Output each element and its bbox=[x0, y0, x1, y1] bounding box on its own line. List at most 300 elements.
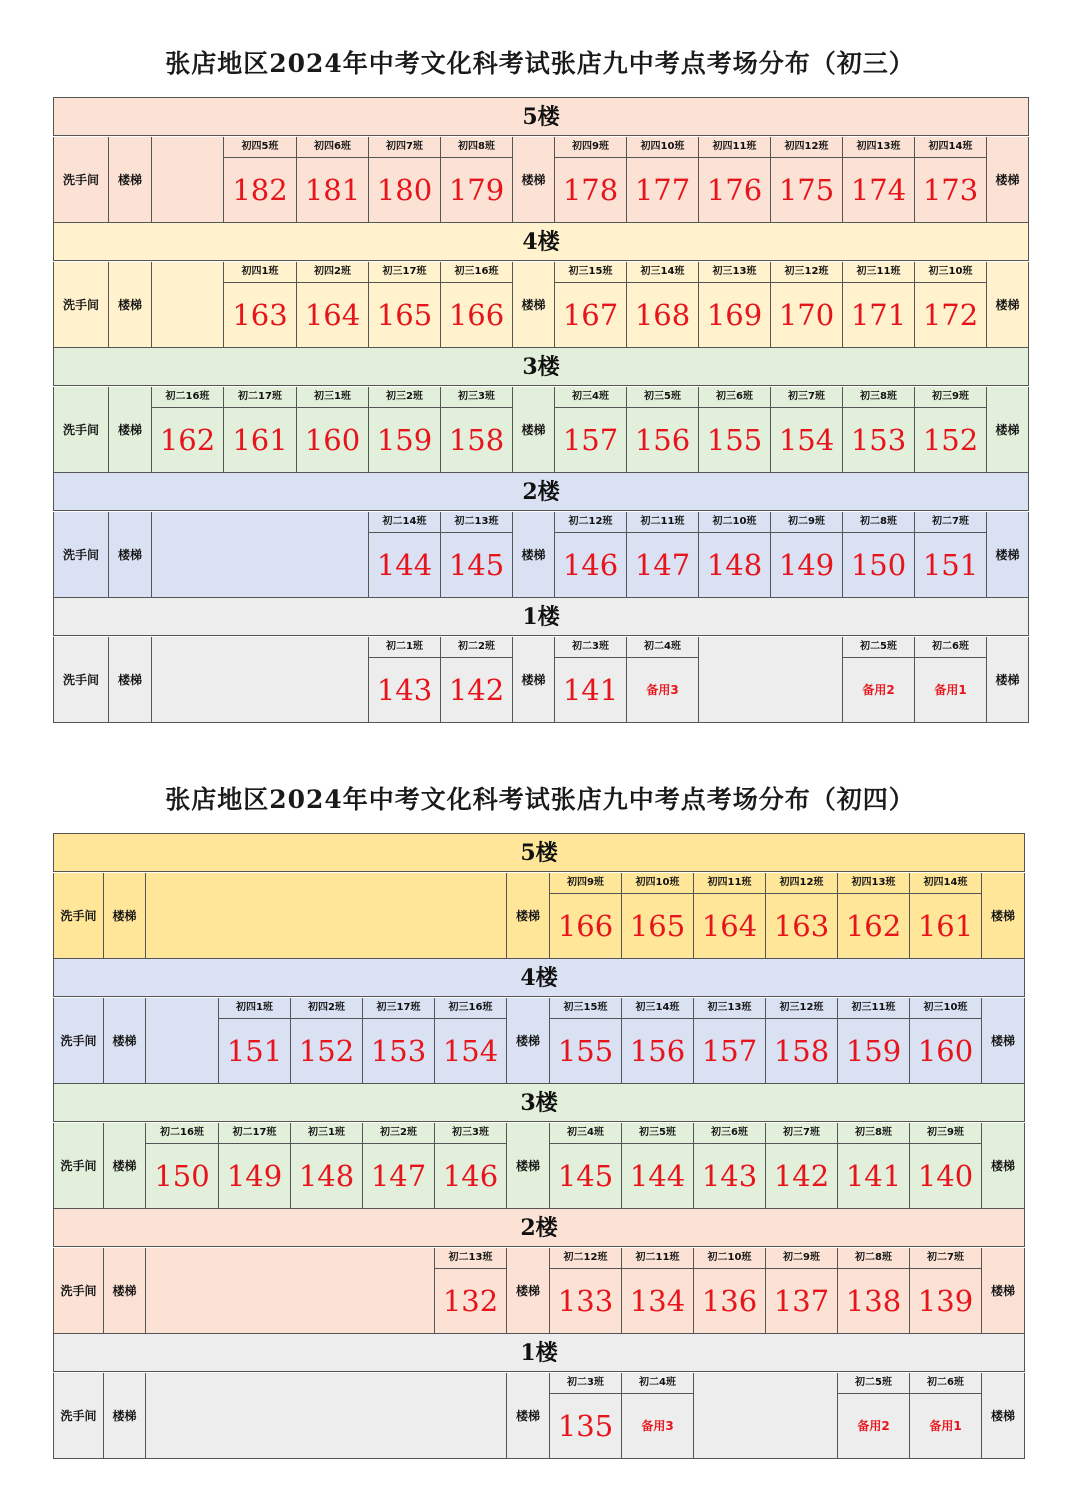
stairs-cell: 楼梯 bbox=[108, 262, 151, 348]
washroom-cell: 洗手间 bbox=[53, 262, 108, 348]
exam-room bbox=[362, 1123, 434, 1209]
room-number: 182 bbox=[232, 172, 288, 207]
floor-header: 4楼 bbox=[53, 959, 1025, 997]
exam-room bbox=[765, 1248, 837, 1334]
exam-room bbox=[909, 1373, 981, 1459]
floor-plan-sheet bbox=[53, 833, 1025, 1459]
stairs-cell: 楼梯 bbox=[981, 1248, 1025, 1334]
stairs-cell: 楼梯 bbox=[986, 512, 1029, 598]
room-number: 160 bbox=[304, 422, 361, 457]
class-label: 初二9班 bbox=[771, 512, 842, 533]
class-label: 初三11班 bbox=[843, 262, 914, 283]
class-label: 初四13班 bbox=[843, 137, 914, 158]
exam-room bbox=[434, 1123, 506, 1209]
room-number: 152 bbox=[922, 422, 979, 457]
room-number: 178 bbox=[562, 172, 619, 207]
room-number: 145 bbox=[557, 1158, 614, 1193]
exam-room bbox=[549, 873, 621, 959]
room-number: 160 bbox=[917, 1033, 974, 1068]
room-number: 147 bbox=[370, 1158, 427, 1193]
class-label: 初二3班 bbox=[555, 637, 626, 658]
class-label: 初二6班 bbox=[915, 637, 986, 658]
room-number: 151 bbox=[922, 547, 979, 582]
class-label: 初二3班 bbox=[550, 1373, 621, 1394]
room-number: 170 bbox=[778, 297, 835, 332]
room-number: 176 bbox=[706, 172, 763, 207]
room-number: 174 bbox=[850, 172, 907, 207]
exam-room bbox=[218, 1123, 290, 1209]
stairs-cell: 楼梯 bbox=[108, 637, 151, 723]
empty-area bbox=[151, 512, 368, 598]
exam-room bbox=[434, 998, 506, 1084]
exam-room bbox=[626, 512, 698, 598]
room-number: 备用3 bbox=[641, 1419, 674, 1433]
exam-room bbox=[693, 998, 765, 1084]
stairs-cell: 楼梯 bbox=[506, 873, 549, 959]
room-number: 155 bbox=[706, 422, 763, 457]
exam-room bbox=[698, 262, 770, 348]
room-number: 149 bbox=[778, 547, 835, 582]
class-label: 初二10班 bbox=[694, 1248, 765, 1269]
class-label: 初四8班 bbox=[441, 137, 512, 158]
room-number: 180 bbox=[376, 172, 433, 207]
floor-header: 1楼 bbox=[53, 1334, 1025, 1372]
exam-room bbox=[698, 512, 770, 598]
class-label: 初二7班 bbox=[910, 1248, 981, 1269]
exam-room bbox=[909, 873, 981, 959]
room-number: 141 bbox=[562, 672, 619, 707]
exam-room bbox=[765, 873, 837, 959]
exam-room bbox=[549, 998, 621, 1084]
room-number: 156 bbox=[629, 1033, 686, 1068]
floor-header: 3楼 bbox=[53, 1084, 1025, 1122]
empty-area bbox=[151, 262, 223, 348]
class-label: 初三9班 bbox=[915, 387, 986, 408]
exam-room bbox=[290, 998, 362, 1084]
class-label: 初三6班 bbox=[699, 387, 770, 408]
room-number: 137 bbox=[773, 1283, 830, 1318]
room-number: 172 bbox=[922, 297, 979, 332]
floor-header: 4楼 bbox=[53, 223, 1029, 261]
class-label: 初三3班 bbox=[441, 387, 512, 408]
room-number: 153 bbox=[370, 1033, 427, 1068]
stairs-cell: 楼梯 bbox=[512, 387, 554, 473]
exam-room bbox=[368, 387, 440, 473]
class-label: 初四12班 bbox=[766, 873, 837, 894]
class-label: 初三10班 bbox=[915, 262, 986, 283]
stairs-cell: 楼梯 bbox=[103, 1248, 145, 1334]
stairs-cell: 楼梯 bbox=[512, 137, 554, 223]
stairs-cell: 楼梯 bbox=[108, 387, 151, 473]
washroom-cell: 洗手间 bbox=[53, 637, 108, 723]
empty-area bbox=[698, 637, 842, 723]
room-number: 146 bbox=[442, 1158, 499, 1193]
empty-area bbox=[145, 1373, 506, 1459]
exam-room bbox=[440, 387, 512, 473]
exam-room bbox=[621, 873, 693, 959]
stairs-cell: 楼梯 bbox=[981, 1123, 1025, 1209]
class-label: 初三5班 bbox=[622, 1123, 693, 1144]
room-number: 152 bbox=[298, 1033, 355, 1068]
class-label: 初二6班 bbox=[910, 1373, 981, 1394]
class-label: 初四13班 bbox=[838, 873, 909, 894]
exam-room bbox=[698, 137, 770, 223]
room-number: 156 bbox=[634, 422, 691, 457]
room-number: 157 bbox=[562, 422, 619, 457]
room-number: 148 bbox=[298, 1158, 355, 1193]
class-label: 初四10班 bbox=[622, 873, 693, 894]
stairs-cell: 楼梯 bbox=[506, 1123, 549, 1209]
exam-room bbox=[223, 137, 296, 223]
class-label: 初二13班 bbox=[435, 1248, 506, 1269]
washroom-cell: 洗手间 bbox=[53, 137, 108, 223]
room-number: 135 bbox=[557, 1408, 614, 1443]
exam-room bbox=[296, 387, 368, 473]
class-label: 初二12班 bbox=[550, 1248, 621, 1269]
exam-room bbox=[440, 637, 512, 723]
exam-room bbox=[837, 1123, 909, 1209]
room-number: 177 bbox=[634, 172, 691, 207]
class-label: 初四1班 bbox=[219, 998, 290, 1019]
exam-room bbox=[549, 1123, 621, 1209]
class-label: 初三16班 bbox=[441, 262, 512, 283]
room-number: 145 bbox=[448, 547, 505, 582]
room-number: 134 bbox=[629, 1283, 686, 1318]
stairs-cell: 楼梯 bbox=[103, 873, 145, 959]
exam-room bbox=[434, 1248, 506, 1334]
exam-room bbox=[914, 637, 986, 723]
class-label: 初三5班 bbox=[627, 387, 698, 408]
room-number: 150 bbox=[154, 1158, 210, 1193]
stairs-cell: 楼梯 bbox=[981, 998, 1025, 1084]
exam-room bbox=[440, 262, 512, 348]
class-label: 初三4班 bbox=[550, 1123, 621, 1144]
class-label: 初四10班 bbox=[627, 137, 698, 158]
room-number: 149 bbox=[226, 1158, 283, 1193]
room-number: 136 bbox=[701, 1283, 758, 1318]
room-number: 166 bbox=[557, 908, 614, 943]
class-label: 初三2班 bbox=[369, 387, 440, 408]
floor-header: 1楼 bbox=[53, 598, 1029, 636]
exam-room bbox=[842, 387, 914, 473]
class-label: 初二12班 bbox=[555, 512, 626, 533]
exam-room bbox=[626, 262, 698, 348]
exam-room bbox=[368, 512, 440, 598]
room-number: 154 bbox=[442, 1033, 499, 1068]
room-number: 181 bbox=[304, 172, 361, 207]
exam-room bbox=[368, 637, 440, 723]
class-label: 初三14班 bbox=[627, 262, 698, 283]
exam-room bbox=[693, 1248, 765, 1334]
room-number: 备用2 bbox=[857, 1419, 890, 1433]
exam-room bbox=[362, 998, 434, 1084]
class-label: 初三2班 bbox=[363, 1123, 434, 1144]
exam-room bbox=[218, 998, 290, 1084]
exam-room bbox=[765, 998, 837, 1084]
room-number: 163 bbox=[232, 297, 288, 332]
room-number: 162 bbox=[845, 908, 902, 943]
exam-room bbox=[223, 262, 296, 348]
exam-room bbox=[698, 387, 770, 473]
exam-room bbox=[693, 873, 765, 959]
room-number: 备用1 bbox=[934, 683, 967, 697]
exam-room bbox=[909, 998, 981, 1084]
room-number: 150 bbox=[850, 547, 907, 582]
room-number: 165 bbox=[376, 297, 433, 332]
room-number: 159 bbox=[845, 1033, 902, 1068]
room-number: 179 bbox=[448, 172, 505, 207]
exam-room bbox=[842, 637, 914, 723]
floor-header: 5楼 bbox=[53, 834, 1025, 872]
class-label: 初三13班 bbox=[694, 998, 765, 1019]
room-number: 151 bbox=[226, 1033, 283, 1068]
stairs-cell: 楼梯 bbox=[108, 512, 151, 598]
class-label: 初二14班 bbox=[369, 512, 440, 533]
exam-room bbox=[770, 137, 842, 223]
empty-area bbox=[145, 873, 506, 959]
class-label: 初三8班 bbox=[838, 1123, 909, 1144]
class-label: 初四9班 bbox=[550, 873, 621, 894]
class-label: 初三13班 bbox=[699, 262, 770, 283]
class-label: 初二4班 bbox=[622, 1373, 693, 1394]
exam-room bbox=[145, 1123, 218, 1209]
class-label: 初三4班 bbox=[555, 387, 626, 408]
room-number: 141 bbox=[845, 1158, 902, 1193]
class-label: 初三12班 bbox=[766, 998, 837, 1019]
exam-room bbox=[842, 137, 914, 223]
class-label: 初四7班 bbox=[369, 137, 440, 158]
class-label: 初四12班 bbox=[771, 137, 842, 158]
stairs-cell: 楼梯 bbox=[986, 387, 1029, 473]
room-number: 139 bbox=[917, 1283, 974, 1318]
room-number: 144 bbox=[629, 1158, 686, 1193]
class-label: 初四9班 bbox=[555, 137, 626, 158]
room-number: 132 bbox=[442, 1283, 499, 1318]
class-label: 初四2班 bbox=[291, 998, 362, 1019]
class-label: 初四11班 bbox=[699, 137, 770, 158]
exam-room bbox=[554, 512, 626, 598]
room-number: 143 bbox=[376, 672, 433, 707]
exam-room bbox=[837, 998, 909, 1084]
floor-header: 3楼 bbox=[53, 348, 1029, 386]
class-label: 初二7班 bbox=[915, 512, 986, 533]
class-label: 初二9班 bbox=[766, 1248, 837, 1269]
exam-room bbox=[770, 512, 842, 598]
empty-area bbox=[145, 998, 218, 1084]
room-number: 166 bbox=[448, 297, 505, 332]
sheet-title: 张店地区2024年中考文化科考试张店九中考点考场分布（初四） bbox=[165, 785, 915, 814]
class-label: 初二4班 bbox=[627, 637, 698, 658]
class-label: 初二17班 bbox=[219, 1123, 290, 1144]
room-number: 146 bbox=[562, 547, 619, 582]
class-label: 初四6班 bbox=[297, 137, 368, 158]
class-label: 初三10班 bbox=[910, 998, 981, 1019]
class-label: 初二11班 bbox=[622, 1248, 693, 1269]
class-label: 初二16班 bbox=[152, 387, 223, 408]
exam-room bbox=[223, 387, 296, 473]
class-label: 初二8班 bbox=[838, 1248, 909, 1269]
class-label: 初三16班 bbox=[435, 998, 506, 1019]
class-label: 初三15班 bbox=[550, 998, 621, 1019]
exam-room bbox=[909, 1123, 981, 1209]
room-number: 140 bbox=[917, 1158, 974, 1193]
class-label: 初二5班 bbox=[838, 1373, 909, 1394]
class-label: 初二2班 bbox=[441, 637, 512, 658]
room-number: 147 bbox=[634, 547, 691, 582]
floor-plan-sheet bbox=[53, 97, 1029, 723]
exam-room bbox=[296, 262, 368, 348]
exam-room bbox=[554, 637, 626, 723]
exam-room bbox=[440, 137, 512, 223]
exam-room bbox=[770, 387, 842, 473]
class-label: 初四5班 bbox=[224, 137, 296, 158]
exam-room bbox=[554, 262, 626, 348]
class-label: 初四14班 bbox=[910, 873, 981, 894]
exam-room bbox=[621, 1248, 693, 1334]
stairs-cell: 楼梯 bbox=[103, 1123, 145, 1209]
stairs-cell: 楼梯 bbox=[512, 637, 554, 723]
class-label: 初三8班 bbox=[843, 387, 914, 408]
class-label: 初三6班 bbox=[694, 1123, 765, 1144]
room-number: 173 bbox=[922, 172, 979, 207]
stairs-cell: 楼梯 bbox=[986, 262, 1029, 348]
stairs-cell: 楼梯 bbox=[506, 998, 549, 1084]
class-label: 初三15班 bbox=[555, 262, 626, 283]
exam-room bbox=[549, 1248, 621, 1334]
empty-area bbox=[151, 137, 223, 223]
stairs-cell: 楼梯 bbox=[981, 873, 1025, 959]
exam-room bbox=[554, 137, 626, 223]
washroom-cell: 洗手间 bbox=[53, 998, 103, 1084]
exam-room bbox=[621, 998, 693, 1084]
exam-room bbox=[914, 262, 986, 348]
exam-room bbox=[621, 1373, 693, 1459]
stairs-cell: 楼梯 bbox=[986, 637, 1029, 723]
exam-room bbox=[626, 387, 698, 473]
stairs-cell: 楼梯 bbox=[103, 998, 145, 1084]
room-number: 154 bbox=[778, 422, 835, 457]
exam-room bbox=[842, 512, 914, 598]
stairs-cell: 楼梯 bbox=[512, 512, 554, 598]
room-number: 168 bbox=[634, 297, 691, 332]
washroom-cell: 洗手间 bbox=[53, 512, 108, 598]
exam-room bbox=[440, 512, 512, 598]
room-number: 备用3 bbox=[646, 683, 679, 697]
stairs-cell: 楼梯 bbox=[506, 1373, 549, 1459]
room-number: 164 bbox=[701, 908, 758, 943]
exam-room bbox=[765, 1123, 837, 1209]
room-number: 162 bbox=[159, 422, 216, 457]
class-label: 初三7班 bbox=[766, 1123, 837, 1144]
stairs-cell: 楼梯 bbox=[986, 137, 1029, 223]
exam-room bbox=[837, 873, 909, 959]
exam-room bbox=[909, 1248, 981, 1334]
class-label: 初三11班 bbox=[838, 998, 909, 1019]
room-number: 159 bbox=[376, 422, 433, 457]
exam-room bbox=[837, 1373, 909, 1459]
floor-header: 2楼 bbox=[53, 473, 1029, 511]
class-label: 初二10班 bbox=[699, 512, 770, 533]
exam-room bbox=[914, 137, 986, 223]
stairs-cell: 楼梯 bbox=[108, 137, 151, 223]
room-number: 133 bbox=[557, 1283, 614, 1318]
room-number: 142 bbox=[773, 1158, 830, 1193]
room-number: 158 bbox=[448, 422, 505, 457]
exam-room bbox=[837, 1248, 909, 1334]
stairs-cell: 楼梯 bbox=[981, 1373, 1025, 1459]
sheet-title: 张店地区2024年中考文化科考试张店九中考点考场分布（初三） bbox=[165, 49, 915, 78]
room-number: 148 bbox=[706, 547, 763, 582]
stairs-cell: 楼梯 bbox=[103, 1373, 145, 1459]
class-label: 初二8班 bbox=[843, 512, 914, 533]
class-label: 初三12班 bbox=[771, 262, 842, 283]
room-number: 161 bbox=[232, 422, 288, 457]
exam-room bbox=[914, 387, 986, 473]
empty-area bbox=[151, 637, 368, 723]
floor-header: 2楼 bbox=[53, 1209, 1025, 1247]
exam-room bbox=[290, 1123, 362, 1209]
floor-header: 5楼 bbox=[53, 98, 1029, 136]
exam-room bbox=[770, 262, 842, 348]
room-number: 163 bbox=[773, 908, 830, 943]
room-number: 142 bbox=[448, 672, 505, 707]
room-number: 167 bbox=[562, 297, 619, 332]
room-number: 153 bbox=[850, 422, 907, 457]
class-label: 初二16班 bbox=[146, 1123, 218, 1144]
class-label: 初三17班 bbox=[363, 998, 434, 1019]
room-number: 157 bbox=[701, 1033, 758, 1068]
class-label: 初三14班 bbox=[622, 998, 693, 1019]
class-label: 初二17班 bbox=[224, 387, 296, 408]
room-number: 155 bbox=[557, 1033, 614, 1068]
class-label: 初三1班 bbox=[291, 1123, 362, 1144]
class-label: 初三1班 bbox=[297, 387, 368, 408]
class-label: 初四1班 bbox=[224, 262, 296, 283]
empty-area bbox=[145, 1248, 434, 1334]
exam-room bbox=[296, 137, 368, 223]
class-label: 初三17班 bbox=[369, 262, 440, 283]
class-label: 初二13班 bbox=[441, 512, 512, 533]
class-label: 初三7班 bbox=[771, 387, 842, 408]
class-label: 初四14班 bbox=[915, 137, 986, 158]
room-number: 备用1 bbox=[929, 1419, 962, 1433]
exam-room bbox=[549, 1373, 621, 1459]
class-label: 初三9班 bbox=[910, 1123, 981, 1144]
room-number: 164 bbox=[304, 297, 361, 332]
class-label: 初二1班 bbox=[369, 637, 440, 658]
room-number: 138 bbox=[845, 1283, 902, 1318]
exam-room bbox=[554, 387, 626, 473]
exam-room bbox=[626, 637, 698, 723]
empty-area bbox=[693, 1373, 837, 1459]
exam-room bbox=[621, 1123, 693, 1209]
room-number: 165 bbox=[629, 908, 686, 943]
class-label: 初二5班 bbox=[843, 637, 914, 658]
exam-room bbox=[151, 387, 223, 473]
stairs-cell: 楼梯 bbox=[512, 262, 554, 348]
room-number: 169 bbox=[706, 297, 763, 332]
class-label: 初四11班 bbox=[694, 873, 765, 894]
room-number: 158 bbox=[773, 1033, 830, 1068]
exam-room bbox=[842, 262, 914, 348]
exam-room bbox=[693, 1123, 765, 1209]
room-number: 171 bbox=[850, 297, 907, 332]
washroom-cell: 洗手间 bbox=[53, 1373, 103, 1459]
class-label: 初四2班 bbox=[297, 262, 368, 283]
washroom-cell: 洗手间 bbox=[53, 1123, 103, 1209]
room-number: 175 bbox=[778, 172, 835, 207]
exam-room bbox=[626, 137, 698, 223]
